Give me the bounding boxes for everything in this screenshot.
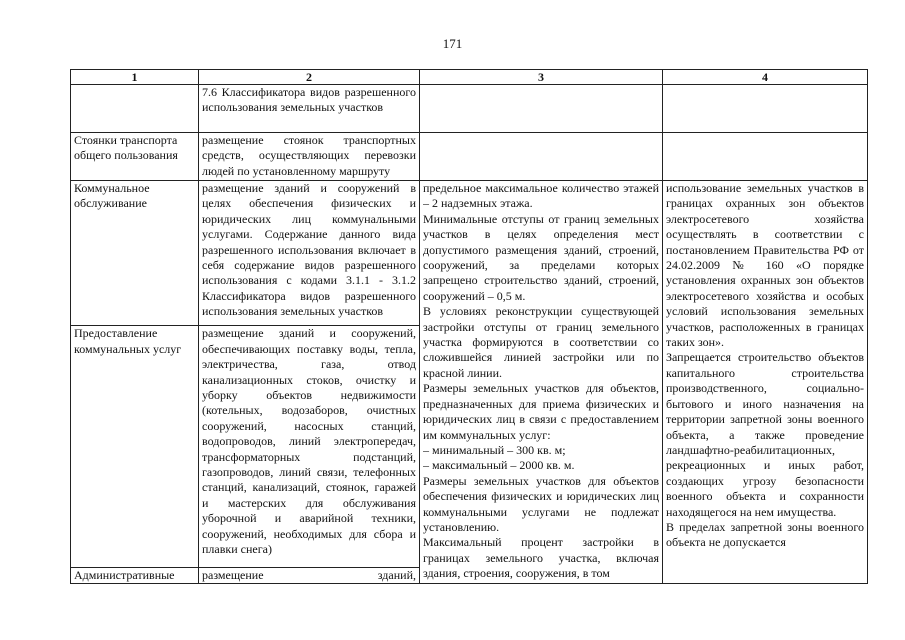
zoning-table [70,69,868,584]
use-name-cell: Административные [71,567,199,583]
column-header: 3 [420,70,663,85]
table-header-row [71,70,868,85]
column-header: 1 [71,70,199,85]
paragraph: В пределах запретной зоны военного объекта не допускается [666,519,864,550]
paragraph: В условиях реконструкции существующей застройки отступы от границ земельного участка формируются в соответствии со сложившейся линией застройки или по красной линии. [423,304,659,380]
column-header: 2 [199,70,420,85]
paragraph: Размеры земельных участков для объектов, предназначенных для приема физических и юридических лиц в связи с предоставлением им коммунальных услуг: [423,381,659,442]
list-item: – минимальный – 300 кв. м; [423,442,566,457]
use-description-cell: размещение зданий и сооружений, обеспечивающих поставку воды, тепла, электричества, газа, отвод канализационных стоков, очистку и уборку объектов недвижимости (котельных, водозаборов, очистных сооружений, насосных станций, водопроводов, линий электропередач, трансформаторных подстанций, газопроводов, линий связи, телефонных станций, канализаций, стоянок, гаражей и мастерских для обслуживания уборочной и аварийной техники, сооружений, необходимых для сбора и плавки снега) [199,326,420,568]
paragraph: Размеры земельных участков для объектов обеспечения физических и юридических лиц коммунальными услугами не подлежат установлению. [423,473,659,534]
use-description-cell: размещение стоянок транспортных средств, осуществляющих перевозки людей по установленному маршруту [199,133,420,181]
parameters-text [423,181,659,583]
paragraph: рекреационных и иных работ, создающих угрозу безопасности военного объекта и сохранности находящегося на нем имущества. [666,458,864,519]
paragraph: Максимальный процент застройки в границах земельного участка, включая здания, строения, сооружения, в том [423,535,659,581]
parameters-cell [420,181,663,584]
empty-cell [420,133,663,181]
list-item: – максимальный – 2000 кв. м. [423,458,575,473]
restrictions-text [666,181,864,583]
use-description-cell: размещение зданий и сооружений в целях обеспечения физических и юридических лиц коммунальными услугами. Содержание данного вида разрешенного использования включает в себя содержание видов разрешенного использования с кодами 3.1.1 - 3.1.2 Классификатора видов разрешенного использования земельных участков [199,181,420,326]
use-description-cell: размещение зданий, [199,567,420,583]
paragraph: предельное максимальное количество этажей – 2 надземных этажа. [423,181,659,211]
restrictions-cell [663,181,868,584]
paragraph: использование земельных участков в границах охранных зон объектов электросетевого хозяйства осуществлять в соответствии с постановлением Правительства РФ от 24.02.2009 № 160 «О порядке установления охранных зон объектов электросетевого хозяйства и особых условий использования земельных участков, расположенных в границах таких зон». [666,181,864,350]
paragraph: Минимальные отступы от границ земельных участков в целях определения мест допустимого размещения зданий, строений, сооружений, за пределами которых запрещено строительство зданий, строений, сооружений – 0,5 м. [423,211,659,303]
use-description-cell: 7.6 Классификатора видов разрешенного использования земельных участков [199,85,420,133]
use-name-cell: Коммунальное обслуживание [71,181,199,326]
empty-cell [420,85,663,133]
table-row [71,133,868,181]
column-header: 4 [663,70,868,85]
page-number: 171 [442,36,463,51]
use-name-cell: Предоставление коммунальных услуг [71,326,199,568]
empty-cell [663,85,868,133]
table-row [71,85,868,133]
paragraph: Запрещается строительство объектов капитального строительства производственного, социально-бытового и иного назначения на территории запретной зоны военного объекта, а также проведение ландшафтно-реабилитационных, [666,350,864,457]
empty-cell [663,133,868,181]
table-row [71,181,868,326]
use-name-cell: Стоянки транспорта общего пользования [71,133,199,181]
use-name-cell [71,85,199,133]
